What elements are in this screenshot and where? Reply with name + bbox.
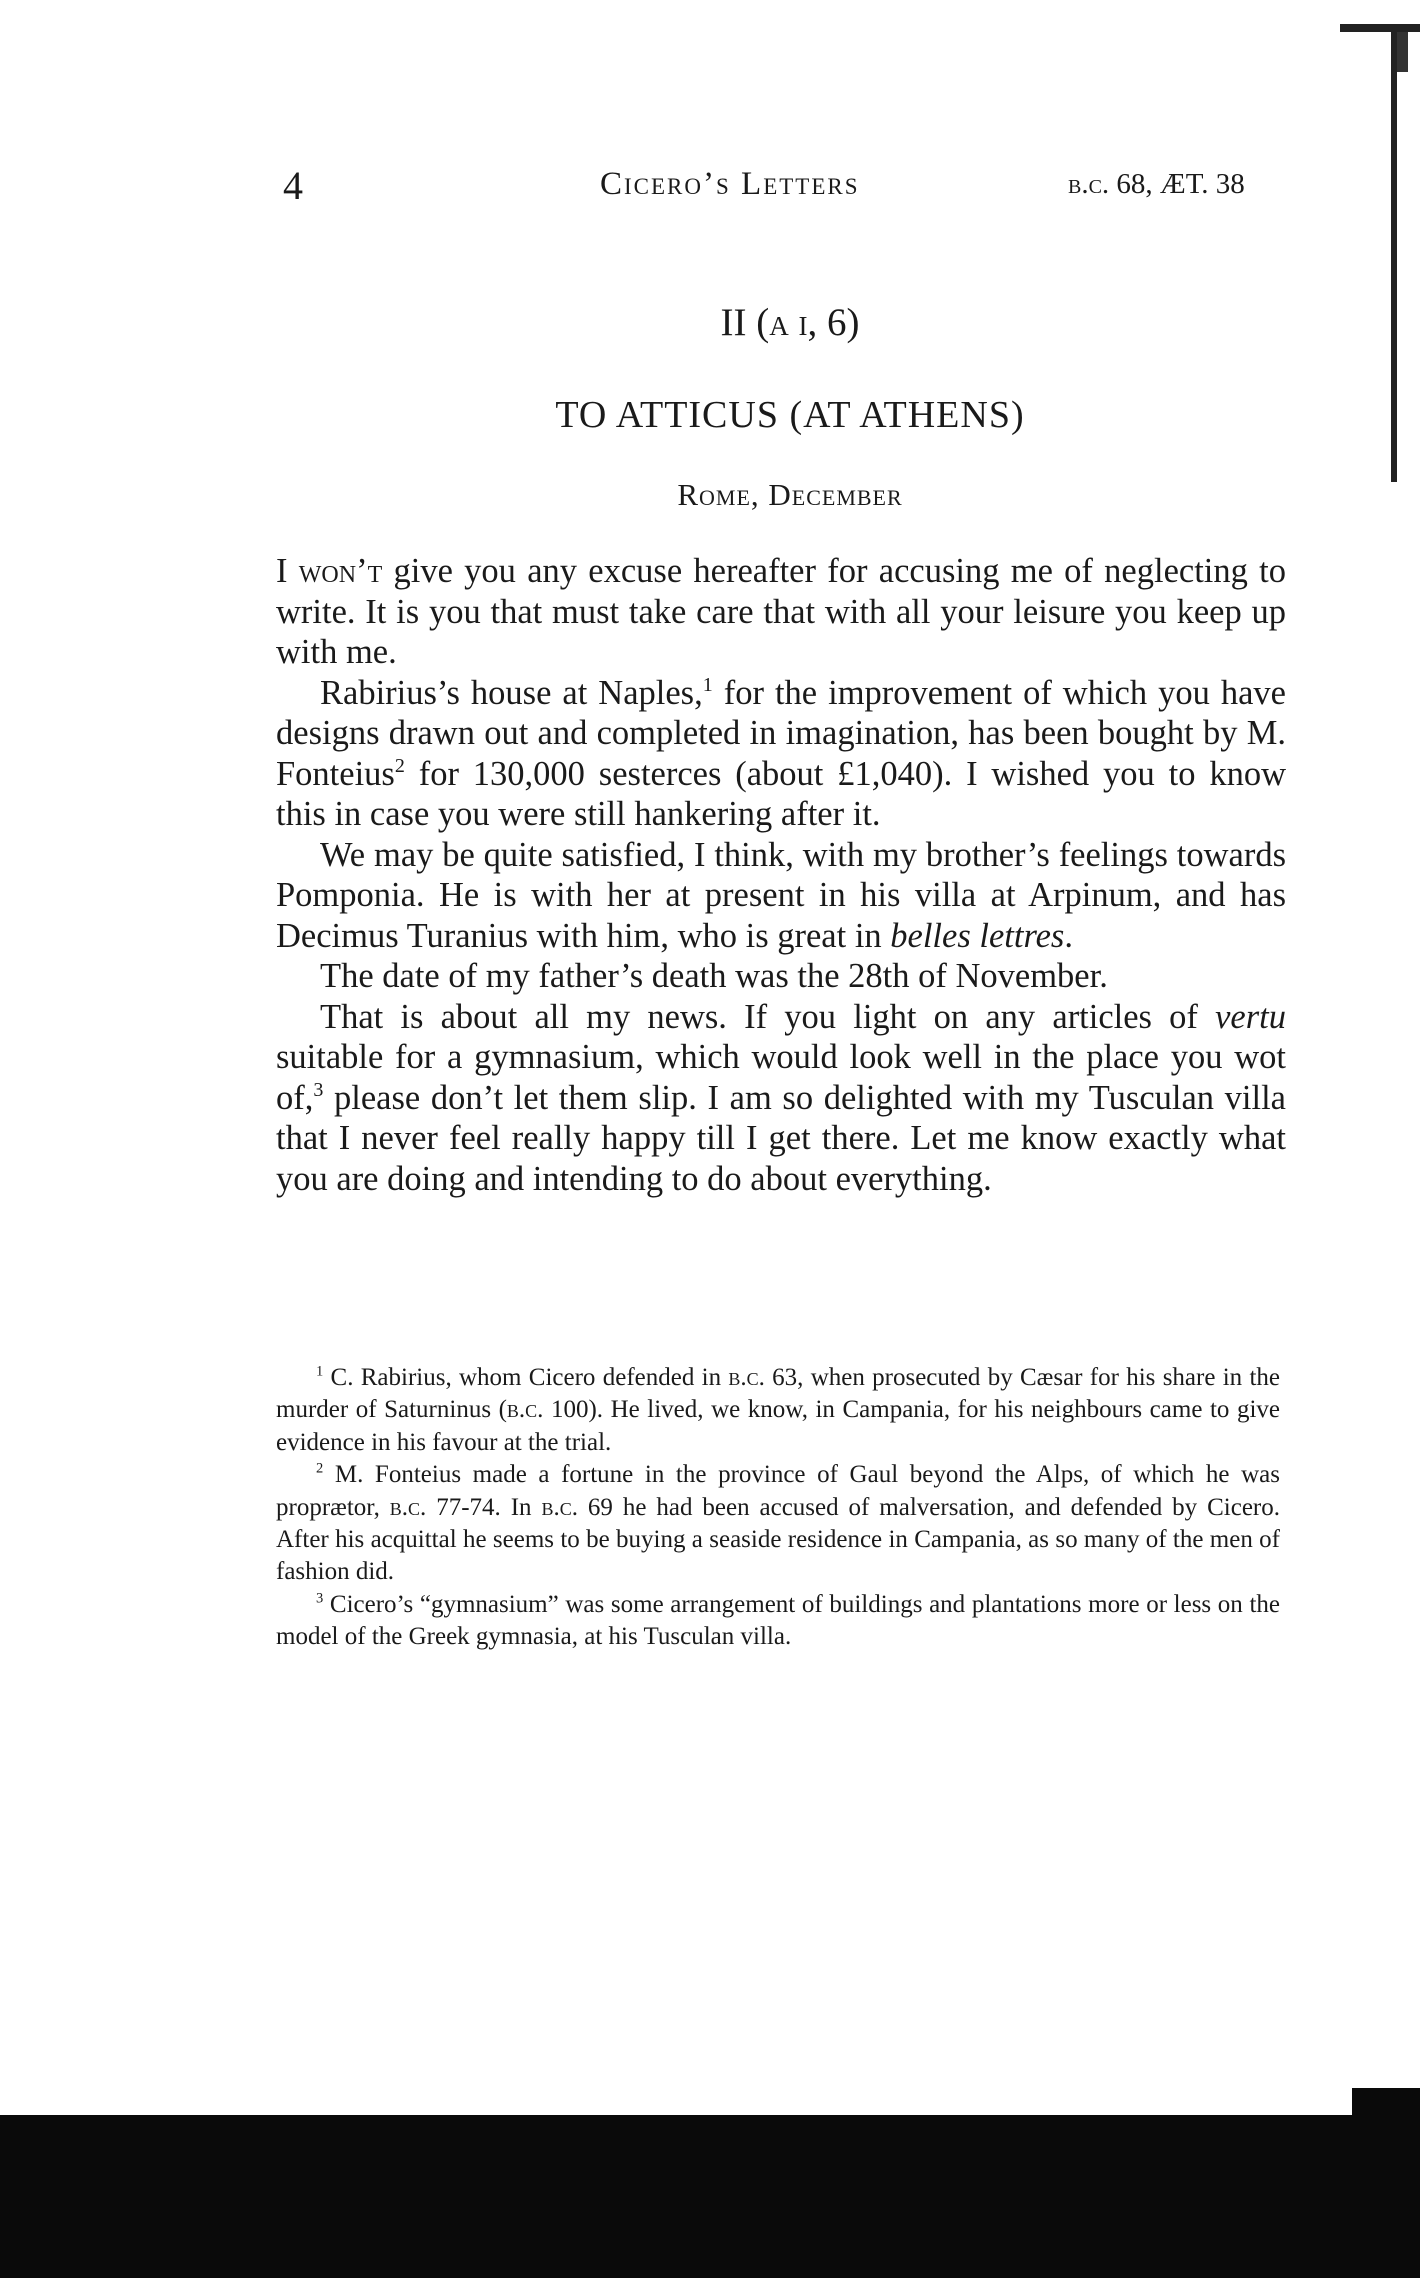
paragraph-text: The date of my father’s death was the 28th of November. bbox=[320, 957, 1108, 995]
footnote-text: Cicero’s “gymnasium” was some arrangement of buildings and plantations more or less on the model of the Greek gymnasia, at his Tusculan villa. bbox=[276, 1590, 1280, 1651]
footnote-era: b.c. bbox=[728, 1364, 765, 1391]
footnote-text: 63, when prosecuted by Cæsar for his share in the murder of Saturninus ( bbox=[276, 1364, 1281, 1424]
page-number: 4 bbox=[283, 163, 303, 208]
running-date: b.c. 68, ÆT. 38 bbox=[1068, 168, 1245, 200]
letter-body bbox=[276, 551, 1286, 1199]
footnote bbox=[276, 1459, 1280, 1589]
footnote-ref: 1 bbox=[702, 673, 713, 696]
footnote bbox=[276, 1589, 1280, 1654]
paragraph bbox=[276, 956, 1286, 997]
footnote-era: b.c. bbox=[541, 1493, 578, 1521]
scan-edge-mark bbox=[1340, 24, 1420, 32]
opening-words: I won’t bbox=[276, 552, 383, 590]
paragraph-text: give you any excuse hereafter for accusing me of neglecting to write. It is you that must take care that with all your leisure you keep up with me. bbox=[276, 552, 1286, 671]
paragraph bbox=[276, 551, 1286, 673]
letter-addressee: TO ATTICUS (AT ATHENS) bbox=[555, 394, 1025, 436]
scan-edge-mark bbox=[1396, 32, 1408, 72]
footnote-text: C. Rabirius, whom Cicero defended in bbox=[323, 1364, 729, 1391]
footnote-ref: 2 bbox=[394, 754, 405, 777]
paragraph bbox=[276, 835, 1286, 957]
paragraph bbox=[276, 997, 1286, 1200]
footnotes bbox=[276, 1362, 1280, 1654]
letter-dateline: Rome, December bbox=[677, 477, 903, 512]
running-head bbox=[0, 162, 1420, 212]
letter-number-text: II (a i, 6) bbox=[720, 301, 860, 344]
scan-shadow bbox=[1352, 2088, 1420, 2118]
paragraph-text: . bbox=[1064, 916, 1073, 955]
footnote-ref: 3 bbox=[313, 1078, 324, 1101]
footnote-mark: 3 bbox=[316, 1590, 324, 1607]
paragraph-text: suitable for a gymnasium, which would look well in the place you wot of, bbox=[276, 1038, 1286, 1117]
paragraph bbox=[276, 673, 1286, 835]
footnote-text: 77-74. In bbox=[426, 1493, 542, 1521]
scan-shadow bbox=[0, 2115, 1420, 2278]
footnote-mark: 1 bbox=[316, 1363, 324, 1380]
paragraph-text: That is about all my news. If you light on any articles of bbox=[320, 997, 1216, 1036]
footnote-text: 100). He lived, we know, in Campania, for his neighbours came to give evidence in his favour at the trial. bbox=[276, 1396, 1280, 1456]
footnote-era: b.c. bbox=[506, 1396, 544, 1424]
letter-number bbox=[0, 300, 1420, 345]
paragraph-text: We may be quite satisfied, I think, with my brother’s feelings towards Pomponia. He is with her at present in his villa at Arpinum, and has Decimus Turanius with him, who is great in bbox=[276, 835, 1286, 955]
paragraph-text: for 130,000 sesterces (about £1,040). I wished you to know this in case you were still hankering after it. bbox=[276, 754, 1286, 833]
italic-phrase: belles lettres bbox=[890, 916, 1065, 955]
footnote-text: M. Fonteius made a fortune in the province of Gaul beyond the Alps, of which he was proprætor, bbox=[276, 1461, 1280, 1521]
footnote bbox=[276, 1362, 1280, 1459]
footnote-mark: 2 bbox=[316, 1460, 324, 1477]
paragraph-text: please don’t let them slip. I am so delighted with my Tusculan villa that I never feel really happy till I get there. Let me know exactly what you are doing and intending to do about everything. bbox=[276, 1078, 1286, 1198]
running-title: Cicero’s Letters bbox=[600, 166, 860, 202]
footnote-era: b.c. bbox=[389, 1493, 427, 1521]
footnote-text: 69 he had been accused of malversation, and defended by Cicero. After his acquittal he seems to be buying a seaside residence in Campania, as so many of the men of fashion did. bbox=[276, 1493, 1280, 1586]
paragraph-text: for the improvement of which you have designs drawn out and completed in imagination, has been bought by M. Fonteius bbox=[276, 673, 1286, 793]
italic-phrase: vertu bbox=[1215, 997, 1286, 1036]
paragraph-text: Rabirius’s house at Naples, bbox=[320, 673, 703, 712]
